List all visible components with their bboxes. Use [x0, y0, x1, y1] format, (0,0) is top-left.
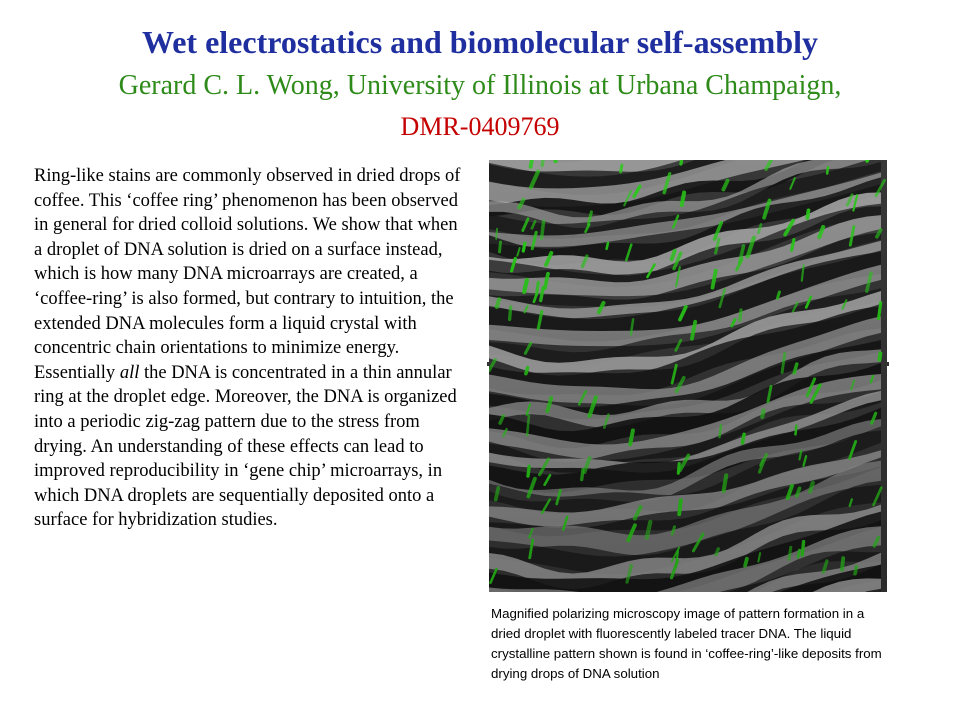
- body-text-part-1: Ring-like stains are commonly observed in dried drops of coffee. This ‘coffee ring’ phenomenon has been observed in general for dried colloid solutions. We show that when a droplet of DNA solution is dried on a surface instead, which is how many DNA microarrays are created, a ‘coffee-ring’ is also formed, but contrary to intuition, the extended DNA molecules form a liquid crystal with concentric chain orientations to minimize energy. Essentially: [34, 166, 461, 383]
- microscopy-image: [489, 160, 887, 592]
- grant-number: DMR-0409769: [400, 112, 560, 141]
- body-paragraph: [34, 164, 464, 533]
- author-affiliation: Gerard C. L. Wong, University of Illinois at Urbana Champaign,: [118, 70, 842, 101]
- figure-caption: Magnified polarizing microscopy image of pattern formation in a dried droplet with fluorescently labeled tracer DNA. The liquid crystalline pattern shown is found in ‘coffee-ring’-like deposits from drying drops of DNA solution: [491, 606, 882, 681]
- image-tick-left: [487, 362, 490, 366]
- image-tick-right: [886, 362, 889, 366]
- microscopy-image-art: [489, 160, 887, 592]
- body-emphasis: all: [119, 362, 140, 383]
- body-text-part-2: the DNA is concentrated in a thin annular ring at the droplet edge. Moreover, the DNA is organized into a periodic zig-zag pattern due to the stress from drying. An understanding of these effects can lead to improved reproducibility in ‘gene chip’ microarrays, in which DNA droplets are sequentially deposited onto a surface for hybridization studies.: [34, 362, 457, 531]
- slide-title: Wet electrostatics and biomolecular self-assembly: [141, 24, 819, 60]
